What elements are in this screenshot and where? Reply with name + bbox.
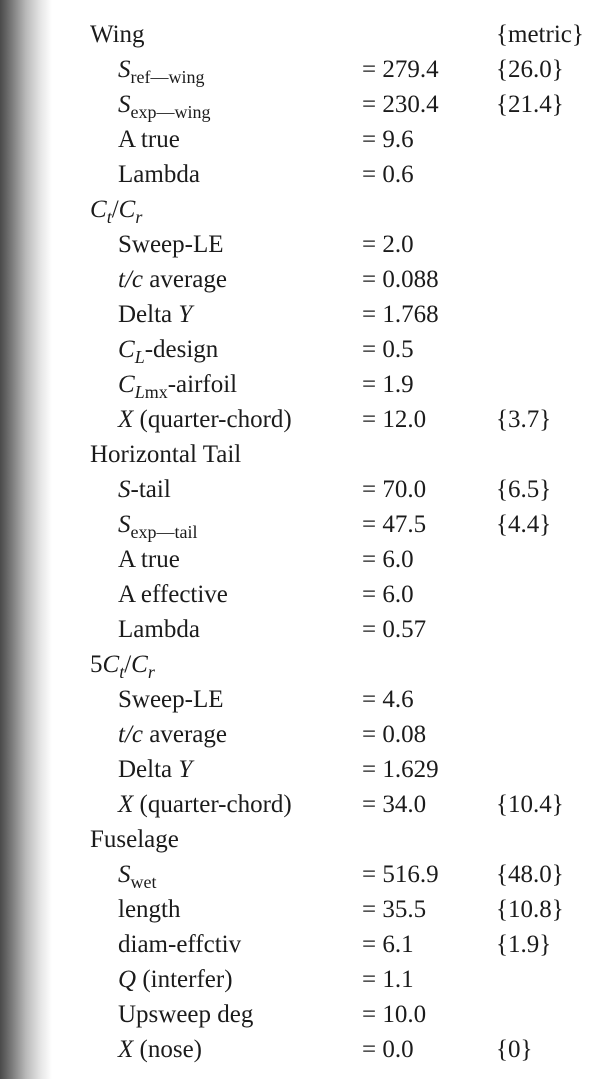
table-row: [0, 437, 614, 472]
param-label: Lambda: [118, 616, 200, 643]
table-row: [0, 507, 614, 542]
param-value: = 516.9: [362, 861, 439, 888]
param-value: = 12.0: [362, 406, 427, 433]
table-row: [0, 17, 614, 52]
table-row: [0, 857, 614, 892]
param-label: diam-effctiv: [118, 931, 242, 958]
table-row: [0, 192, 614, 227]
param-metric: {48.0}: [496, 861, 564, 888]
table-row: [0, 87, 614, 122]
param-label: X (quarter-chord): [118, 791, 292, 818]
param-label: Delta Y: [118, 301, 193, 328]
param-value: = 0.088: [362, 266, 439, 293]
param-label: Upsweep deg: [118, 1001, 254, 1028]
param-metric: {10.8}: [496, 896, 564, 923]
param-value: = 70.0: [362, 476, 427, 503]
table-row: [0, 577, 614, 612]
table-row: [0, 402, 614, 437]
param-label: t/c average: [118, 721, 227, 748]
param-value: = 1.768: [362, 301, 439, 328]
table-row: [0, 647, 614, 682]
section-heading-ct-cr: $C_t/C_r$: [90, 196, 143, 227]
param-value: = 0.57: [362, 616, 427, 643]
section-heading-fuselage: Fuselage: [90, 826, 179, 853]
param-label: A effective: [118, 581, 228, 608]
param-value: = 10.0: [362, 1001, 427, 1028]
param-value: = 230.4: [362, 91, 439, 118]
section-heading-horizontal-tail: Horizontal Tail: [90, 441, 242, 468]
param-label: $S_{ref—wing}$: [118, 56, 205, 87]
table-row: [0, 52, 614, 87]
param-metric: {21.4}: [496, 91, 564, 118]
param-label: $S_{wet}$: [118, 861, 157, 892]
param-label: Lambda: [118, 161, 200, 188]
param-label: Sweep-LE: [118, 686, 224, 713]
table-row: [0, 297, 614, 332]
table-row: [0, 752, 614, 787]
param-value: = 0.08: [362, 721, 427, 748]
table-row: [0, 612, 614, 647]
param-value: = 6.0: [362, 546, 414, 573]
section-heading-5ct-cr: $5C_t/C_r$: [90, 651, 155, 682]
table-row: [0, 787, 614, 822]
section-heading-wing: Wing: [90, 21, 145, 48]
param-value: = 4.6: [362, 686, 414, 713]
param-label: Q (interfer): [118, 966, 233, 993]
param-value: = 6.0: [362, 581, 414, 608]
table-row: [0, 262, 614, 297]
param-value: = 47.5: [362, 511, 427, 538]
param-label: X (quarter-chord): [118, 406, 292, 433]
param-metric: {4.4}: [496, 511, 552, 538]
param-metric: {0}: [496, 1036, 533, 1063]
param-value: = 6.1: [362, 931, 414, 958]
table-row: [0, 717, 614, 752]
param-value: = 2.0: [362, 231, 414, 258]
param-value: = 279.4: [362, 56, 439, 83]
table-row: [0, 542, 614, 577]
param-label: Delta Y: [118, 756, 193, 783]
table-row: [0, 822, 614, 857]
table-row: [0, 157, 614, 192]
table-row: [0, 122, 614, 157]
table-row: [0, 367, 614, 402]
param-label: length: [118, 896, 181, 923]
param-value: = 0.6: [362, 161, 414, 188]
param-metric: {10.4}: [496, 791, 564, 818]
table-row: [0, 332, 614, 367]
table-row: [0, 682, 614, 717]
param-value: = 1.9: [362, 371, 414, 398]
table-row: [0, 997, 614, 1032]
param-label: $S_{exp—wing}$: [118, 91, 211, 122]
param-metric: {26.0}: [496, 56, 564, 83]
param-label: X (nose): [118, 1036, 203, 1063]
table-row: [0, 472, 614, 507]
param-label: Sweep-LE: [118, 231, 224, 258]
param-value: = 1.1: [362, 966, 414, 993]
table-row: [0, 892, 614, 927]
param-value: = 0.5: [362, 336, 414, 363]
param-value: = 1.629: [362, 756, 439, 783]
table-row: [0, 927, 614, 962]
param-label: $C_{Lmx}$-airfoil: [118, 371, 238, 402]
table-row: [0, 1032, 614, 1067]
param-metric: {1.9}: [496, 931, 552, 958]
table-row: [0, 962, 614, 997]
param-value: = 0.0: [362, 1036, 414, 1063]
param-metric: {6.5}: [496, 476, 552, 503]
param-label: A true: [118, 546, 180, 573]
param-value: = 34.0: [362, 791, 427, 818]
param-label: t/c average: [118, 266, 227, 293]
param-value: = 35.5: [362, 896, 427, 923]
param-label: A true: [118, 126, 180, 153]
param-label: $C_L$-design: [118, 336, 219, 367]
param-metric: {3.7}: [496, 406, 552, 433]
table-row: [0, 227, 614, 262]
param-value: = 9.6: [362, 126, 414, 153]
param-label: $S_{exp—tail}$: [118, 511, 198, 542]
param-label: S-tail: [118, 476, 171, 503]
metric-column-header: {metric}: [496, 21, 584, 48]
